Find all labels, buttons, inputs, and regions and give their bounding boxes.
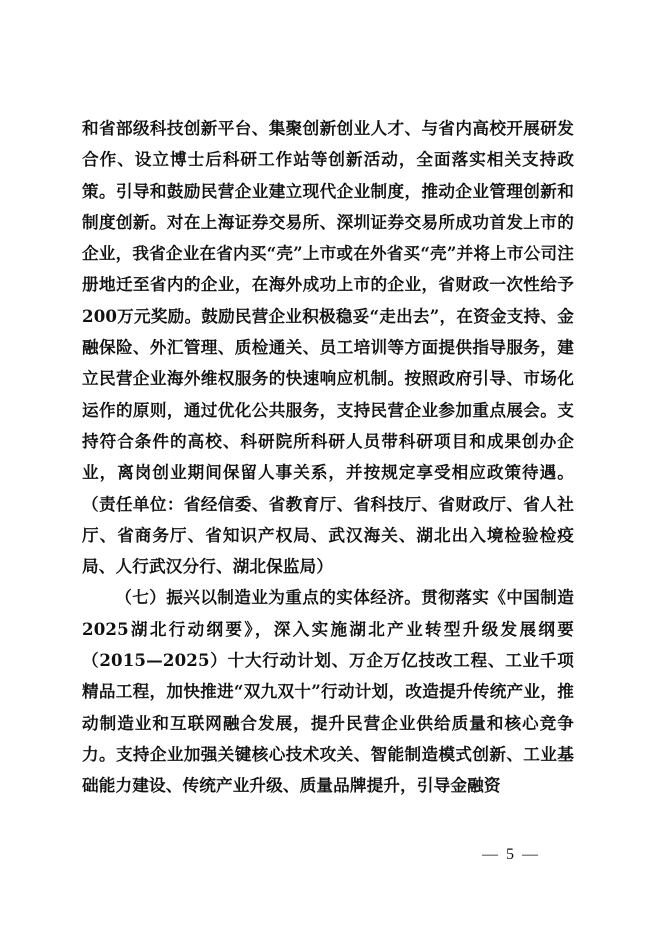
paragraph-continued: 和省部级科技创新平台、集聚创新创业人才、与省内高校开展研发合作、设立博士后科研工作站等创新活动，全面落实相关支持政策。引导和鼓励民营企业建立现代企业制度，推动企业管理创新和制度创新。对在上海证券交易所、深圳证券交易所成功首发上市的企业，我省企业在省内买“壳”上市或在外省买“壳”并将上市公司注册地迁至省内的企业，在海外成功上市的企业，省财政一次性给予200万元奖励。鼓励民营企业积极稳妥“走出去”，在资金支持、金融保险、外汇管理、质检通关、员工培训等方面提供指导服务，建立民营企业海外维权服务的快速响应机制。按照政府引导、市场化运作的原则，通过优化公共服务，支持民营企业参加重点展会。支持符合条件的高校、科研院所科研人员带科研项目和成果创办企业，离岗创业期间保留人事关系，并按规定享受相应政策待遇。（责任单位：省经信委、省教育厅、省科技厅、省财政厅、省人社厅、省商务厅、省知识产权局、武汉海关、湖北出入境检验检疫局、人行武汉分行、湖北保监局）: [82, 118, 574, 577]
page-number: — 5 —: [482, 846, 540, 863]
paragraph-section-seven: （七）振兴以制造业为重点的实体经济。贯彻落实《中国制造2025湖北行动纲要》，深入实施湖北产业转型升级发展纲要（2015—2025）十大行动计划、万企万亿技改工程、工业千项精品工程，加快推进“双九双十”行动计划，改造提升传统产业，推动制造业和互联网融合发展，提升民营企业供给质量和核心竞争力。支持企业加强关键核心技术攻关、智能制造模式创新、工业基础能力建设、传统产业升级、质量品牌提升，引导金融资: [82, 587, 574, 796]
document-body: [82, 113, 574, 802]
